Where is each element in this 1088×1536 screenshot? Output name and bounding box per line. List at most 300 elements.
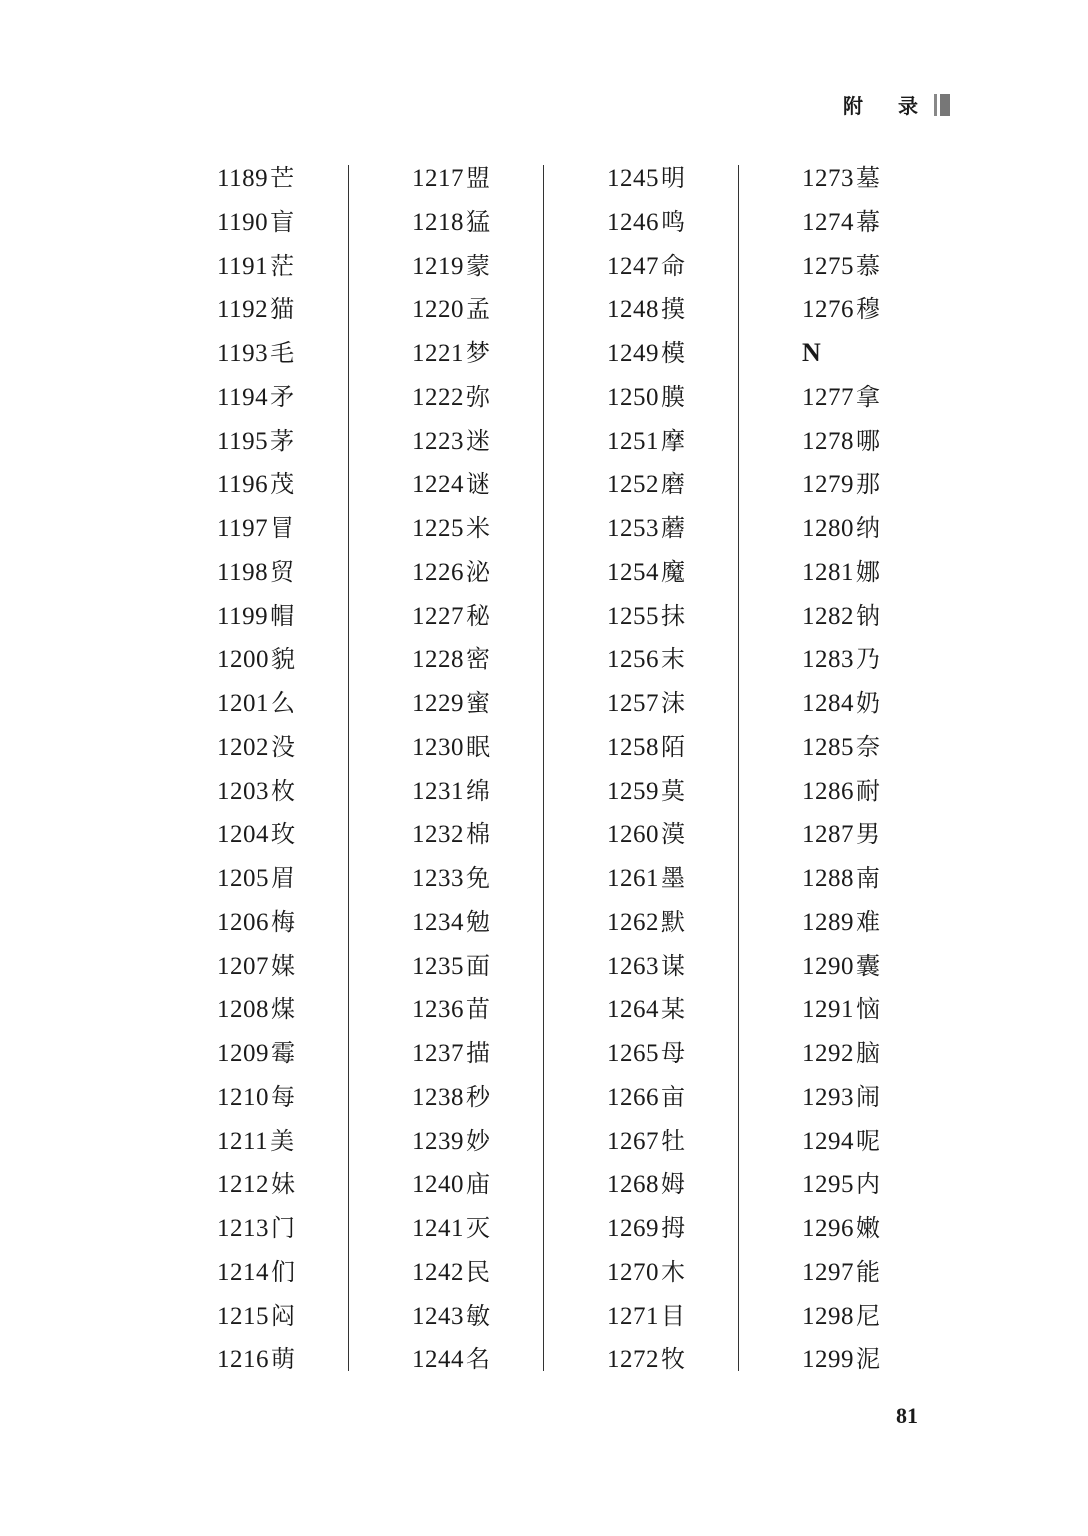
character-entry (412, 1257, 490, 1287)
entry-number: 1196 (217, 471, 269, 499)
entry-number: 1250 (607, 383, 659, 411)
entry-number: 1275 (802, 252, 854, 280)
entry-character: 姆 (661, 1170, 685, 1199)
entry-number: 1194 (217, 383, 269, 411)
character-entry (607, 513, 685, 543)
entry-character: 穆 (856, 295, 880, 324)
character-entry (802, 1257, 880, 1287)
entry-character: 恼 (856, 995, 880, 1024)
entry-number: 1269 (607, 1215, 659, 1242)
entry-character: 墓 (856, 164, 880, 192)
entry-number: 1241 (412, 1215, 464, 1242)
entry-number: 1262 (607, 908, 659, 936)
entry-character: 梅 (271, 907, 295, 936)
character-entry (802, 1213, 880, 1243)
entry-character: 民 (466, 1257, 490, 1286)
entry-character: 命 (661, 251, 685, 280)
entry-character: 猛 (466, 207, 490, 236)
entry-character: 面 (466, 951, 490, 980)
entry-number: 1291 (802, 996, 854, 1024)
entry-character: 敏 (466, 1301, 490, 1330)
character-entry (607, 382, 685, 412)
character-entry (607, 1169, 685, 1199)
character-entry (607, 1038, 685, 1068)
character-entry (607, 338, 685, 368)
column-3 (585, 157, 780, 1372)
character-entry (217, 1126, 294, 1156)
entry-number: 1192 (217, 296, 269, 324)
entry-character: 谋 (661, 951, 685, 980)
entry-character: 亩 (661, 1082, 685, 1111)
entry-character: 孟 (466, 295, 490, 324)
entry-number: 1211 (217, 1127, 269, 1155)
character-entry (802, 1301, 880, 1331)
entry-character: 玫 (271, 820, 295, 849)
entry-number: 1233 (412, 865, 464, 892)
character-entry (217, 732, 295, 762)
character-entry (412, 863, 490, 893)
entry-character: 贸 (270, 557, 295, 586)
character-entry (607, 557, 685, 587)
entry-number: 1201 (217, 690, 269, 717)
character-entry (412, 382, 490, 412)
character-entry (607, 207, 685, 237)
entry-character: 泥 (856, 1345, 880, 1374)
character-entry (802, 907, 880, 937)
entry-character: 陌 (661, 732, 685, 761)
entry-number: 1259 (607, 777, 659, 805)
entry-character: 摩 (661, 426, 685, 455)
entry-character: 芒 (270, 164, 295, 192)
entry-number: 1220 (412, 296, 464, 324)
character-entry (412, 819, 490, 849)
entry-number: 1264 (607, 996, 659, 1024)
entry-number: 1232 (412, 821, 464, 849)
character-entry (802, 1169, 880, 1199)
entry-number: 1294 (802, 1127, 854, 1155)
character-entry (412, 688, 490, 718)
entry-number: 1203 (217, 777, 269, 805)
entry-number: 1189 (217, 165, 269, 192)
character-entry (607, 1301, 685, 1331)
entry-number: 1254 (607, 558, 659, 586)
character-entry (217, 688, 295, 718)
entry-number: 1199 (217, 602, 269, 630)
entry-character: 妙 (466, 1126, 490, 1155)
entry-number: 1216 (217, 1346, 269, 1374)
entry-number: 1265 (607, 1040, 659, 1067)
character-entry (412, 1082, 490, 1112)
character-entry (412, 163, 490, 193)
entry-character: 膜 (661, 382, 685, 411)
entry-character: 墨 (661, 864, 685, 892)
entry-character: 绵 (466, 776, 490, 805)
entry-number: 1287 (802, 821, 854, 849)
character-entry (217, 1038, 295, 1068)
character-entry (607, 1082, 685, 1112)
character-entry (802, 1038, 880, 1068)
entry-character: 灭 (466, 1214, 490, 1242)
entry-character: 漠 (661, 820, 685, 849)
entry-character: 霉 (271, 1039, 295, 1067)
entry-number: 1221 (412, 340, 464, 367)
entry-character: 妹 (271, 1170, 295, 1199)
entry-number: 1277 (802, 383, 854, 411)
entry-number: 1230 (412, 733, 464, 761)
character-entry (802, 251, 880, 281)
entry-character: 貌 (271, 645, 295, 674)
character-entry (412, 1213, 490, 1243)
entry-character: 冒 (270, 514, 295, 542)
character-entry (607, 776, 685, 806)
entry-number: 1252 (607, 471, 659, 499)
character-entry (802, 776, 880, 806)
entry-character: 闹 (856, 1082, 880, 1111)
entry-character: 猫 (270, 295, 295, 324)
character-entry (217, 557, 294, 587)
character-entry (802, 1082, 880, 1112)
character-entry (412, 601, 490, 631)
character-entry (412, 469, 490, 499)
character-entry (412, 951, 490, 981)
entry-number: 1210 (217, 1083, 269, 1111)
character-entry (217, 1301, 295, 1331)
entry-character: 尼 (856, 1301, 880, 1330)
entry-number: 1214 (217, 1258, 269, 1286)
character-entry (412, 1301, 490, 1331)
entry-number: 1246 (607, 208, 659, 236)
entry-character: 庙 (466, 1170, 490, 1199)
entry-number: 1248 (607, 296, 659, 324)
entry-character: 秘 (466, 601, 490, 630)
entry-character: 幕 (856, 207, 880, 236)
entry-number: 1266 (607, 1083, 659, 1111)
entry-number: 1299 (802, 1346, 854, 1374)
entry-number: 1228 (412, 646, 464, 674)
entry-number: 1273 (802, 165, 854, 192)
entry-character: 模 (661, 339, 685, 367)
entry-character: 脑 (856, 1039, 880, 1067)
entry-character: 抹 (661, 601, 685, 630)
entry-character: 鸣 (661, 207, 685, 236)
entry-number: 1256 (607, 646, 659, 674)
entry-character: 萌 (271, 1345, 295, 1374)
entry-character: 钠 (856, 601, 880, 630)
entry-character: 勉 (466, 907, 490, 936)
character-entry (412, 557, 490, 587)
entry-character: 末 (661, 645, 685, 674)
entry-number: 1279 (802, 471, 854, 499)
entry-number: 1260 (607, 821, 659, 849)
entry-character: 美 (270, 1126, 295, 1155)
entry-number: 1249 (607, 340, 659, 367)
entry-character: 某 (661, 995, 685, 1024)
character-entry (607, 294, 685, 324)
entry-number: 1244 (412, 1346, 464, 1374)
entry-number: 1289 (802, 908, 854, 936)
entry-character: 沫 (661, 689, 685, 717)
thick-bar (940, 94, 950, 116)
entry-character: 免 (466, 864, 490, 892)
character-entry (412, 994, 490, 1024)
entry-number: 1240 (412, 1171, 464, 1199)
character-entry (802, 163, 880, 193)
entry-character: 茂 (270, 470, 295, 499)
entry-character: 盲 (270, 207, 295, 236)
entry-number: 1197 (217, 515, 269, 542)
column-2 (390, 157, 585, 1372)
character-entry (607, 819, 685, 849)
entry-character: 目 (661, 1301, 685, 1330)
entry-character: 木 (661, 1257, 685, 1286)
character-entry (802, 644, 880, 674)
entry-number: 1209 (217, 1040, 269, 1067)
character-entry (607, 951, 685, 981)
entry-number: 1297 (802, 1258, 854, 1286)
entry-number: 1217 (412, 165, 464, 192)
section-letter-heading (802, 338, 821, 368)
entry-character: 牡 (661, 1126, 685, 1155)
character-entry (217, 819, 295, 849)
entry-number: 1202 (217, 733, 269, 761)
character-entry (217, 163, 294, 193)
character-entry (802, 469, 880, 499)
entry-character: 那 (856, 470, 880, 499)
character-entry (217, 863, 295, 893)
entry-character: 娜 (856, 557, 880, 586)
column-divider (348, 165, 349, 1371)
entry-number: 1204 (217, 821, 269, 849)
entry-character: 纳 (856, 514, 880, 542)
entry-character: 摸 (661, 295, 685, 324)
entry-character: 魔 (661, 557, 685, 586)
entry-character: 秒 (466, 1082, 490, 1111)
character-entry (217, 644, 295, 674)
entry-character: 矛 (270, 382, 295, 411)
entry-character: 密 (466, 645, 490, 674)
entry-number: 1280 (802, 515, 854, 542)
character-entry (217, 207, 294, 237)
entry-character: 茫 (270, 251, 295, 280)
character-entry (412, 1126, 490, 1156)
entry-number: 1207 (217, 952, 269, 980)
entry-character: 迷 (466, 426, 490, 455)
entry-number: 1258 (607, 733, 659, 761)
entry-number: 1282 (802, 602, 854, 630)
entry-character: 谜 (466, 470, 490, 499)
character-entry (412, 776, 490, 806)
entry-number: 1219 (412, 252, 464, 280)
entry-character: 梦 (466, 339, 490, 367)
entry-character: 明 (661, 164, 685, 192)
entry-character: 蜜 (466, 689, 490, 717)
character-entry (802, 382, 880, 412)
entry-number: 1226 (412, 558, 464, 586)
entry-number: 1215 (217, 1302, 269, 1330)
entry-character: 哪 (856, 426, 880, 455)
character-entry (412, 732, 490, 762)
character-entry (802, 819, 880, 849)
character-entry (217, 469, 294, 499)
column-1 (195, 157, 390, 1372)
character-entry (607, 601, 685, 631)
entry-character: 么 (271, 689, 295, 717)
character-entry (217, 1213, 295, 1243)
entry-character: 眠 (466, 732, 490, 761)
character-entry (412, 513, 490, 543)
entry-character: 蘑 (661, 514, 685, 542)
entry-number: 1298 (802, 1302, 854, 1330)
character-entry (412, 426, 490, 456)
entry-character: 奈 (856, 732, 880, 761)
entry-number: 1198 (217, 558, 269, 586)
entry-number: 1190 (217, 208, 269, 236)
entry-number: 1292 (802, 1040, 854, 1067)
character-entry (217, 1082, 295, 1112)
entry-character: 能 (856, 1257, 880, 1286)
section-letter: N (802, 338, 822, 367)
entry-number: 1274 (802, 208, 854, 236)
column-divider (543, 165, 544, 1371)
character-entry (412, 251, 490, 281)
entry-character: 门 (271, 1214, 295, 1242)
column-divider (738, 165, 739, 1371)
entry-character: 名 (466, 1345, 490, 1374)
entry-character: 蒙 (466, 251, 490, 280)
entry-character: 南 (856, 864, 880, 892)
character-entry (607, 1344, 685, 1374)
entry-character: 媒 (271, 951, 295, 980)
character-entry (217, 1169, 295, 1199)
entry-number: 1278 (802, 427, 854, 455)
entry-character: 内 (856, 1170, 880, 1199)
entry-number: 1284 (802, 690, 854, 717)
character-entry (607, 688, 685, 718)
entry-number: 1267 (607, 1127, 659, 1155)
entry-number: 1281 (802, 558, 854, 586)
character-entry (412, 907, 490, 937)
character-entry (802, 513, 880, 543)
character-entry (412, 644, 490, 674)
character-entry (217, 907, 295, 937)
entry-number: 1227 (412, 602, 464, 630)
entry-number: 1235 (412, 952, 464, 980)
entry-number: 1223 (412, 427, 464, 455)
entry-number: 1261 (607, 865, 659, 892)
entry-character: 莫 (661, 776, 685, 805)
character-entry (217, 338, 294, 368)
entry-character: 盟 (466, 164, 490, 192)
entry-number: 1247 (607, 252, 659, 280)
entry-number: 1276 (802, 296, 854, 324)
entry-number: 1238 (412, 1083, 464, 1111)
entry-number: 1218 (412, 208, 464, 236)
entry-character: 眉 (271, 864, 295, 892)
character-entry (802, 732, 880, 762)
entry-character: 弥 (466, 382, 490, 411)
entry-number: 1195 (217, 427, 269, 455)
entry-character: 们 (271, 1257, 295, 1286)
entry-character: 没 (271, 732, 295, 761)
running-header (843, 90, 950, 119)
character-entry (217, 601, 294, 631)
entry-number: 1222 (412, 383, 464, 411)
character-entry (412, 294, 490, 324)
entry-character: 煤 (271, 995, 295, 1024)
character-entry (607, 251, 685, 281)
entry-number: 1237 (412, 1040, 464, 1067)
entry-number: 1208 (217, 996, 269, 1024)
page-number: 81 (896, 1403, 918, 1428)
entry-number: 1224 (412, 471, 464, 499)
entry-character: 嫩 (856, 1214, 880, 1242)
character-entry (607, 863, 685, 893)
entry-character: 闷 (271, 1301, 295, 1330)
thin-bar (934, 94, 937, 116)
character-entry (607, 163, 685, 193)
entry-number: 1231 (412, 777, 464, 805)
entry-character: 每 (271, 1082, 295, 1111)
character-entry (802, 863, 880, 893)
character-entry (217, 251, 294, 281)
entry-number: 1285 (802, 733, 854, 761)
entry-character: 牧 (661, 1345, 685, 1374)
entry-number: 1268 (607, 1171, 659, 1199)
entry-number: 1229 (412, 690, 464, 717)
character-entry (607, 732, 685, 762)
entry-number: 1290 (802, 952, 854, 980)
character-entry (802, 294, 880, 324)
character-entry (412, 1344, 490, 1374)
character-entry (412, 1169, 490, 1199)
header-bar-ornament (934, 94, 950, 116)
character-entry (217, 994, 295, 1024)
entry-number: 1270 (607, 1258, 659, 1286)
entry-character: 男 (856, 820, 880, 849)
entry-character: 泌 (466, 557, 490, 586)
entry-number: 1234 (412, 908, 464, 936)
character-entry (607, 1126, 685, 1156)
entry-number: 1191 (217, 252, 269, 280)
entry-number: 1293 (802, 1083, 854, 1111)
entry-number: 1283 (802, 646, 854, 674)
character-table (195, 157, 975, 1372)
entry-character: 拇 (661, 1214, 685, 1242)
character-entry (802, 951, 880, 981)
entry-number: 1296 (802, 1215, 854, 1242)
entry-number: 1225 (412, 515, 464, 542)
entry-character: 毛 (270, 339, 295, 367)
entry-character: 枚 (271, 776, 295, 805)
entry-number: 1257 (607, 690, 659, 717)
entry-number: 1272 (607, 1346, 659, 1374)
character-entry (412, 338, 490, 368)
entry-number: 1271 (607, 1302, 659, 1330)
character-entry (607, 907, 685, 937)
character-entry (607, 994, 685, 1024)
entry-character: 慕 (856, 251, 880, 280)
character-entry (607, 426, 685, 456)
entry-character: 茅 (270, 426, 295, 455)
entry-character: 苗 (466, 995, 490, 1024)
entry-character: 米 (466, 514, 490, 542)
entry-character: 棉 (466, 820, 490, 849)
character-entry (412, 1038, 490, 1068)
entry-number: 1205 (217, 865, 269, 892)
character-entry (607, 1257, 685, 1287)
entry-character: 默 (661, 907, 685, 936)
entry-number: 1193 (217, 340, 269, 367)
